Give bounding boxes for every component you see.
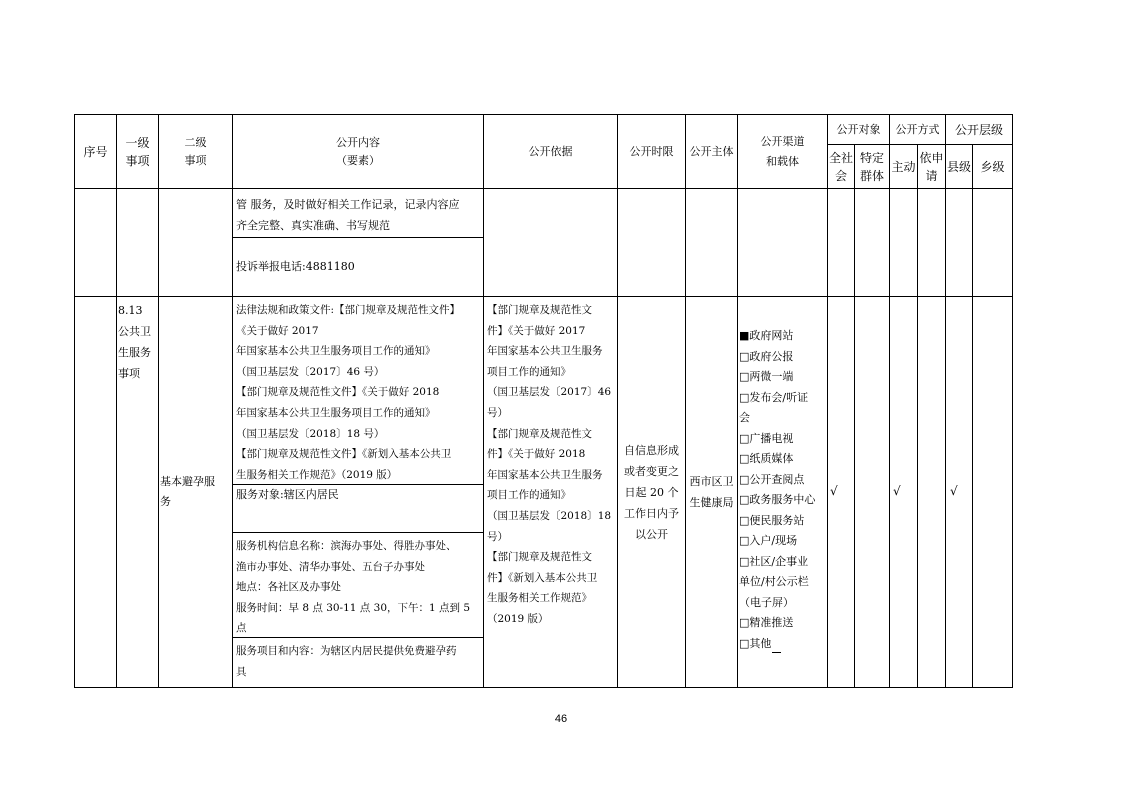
header-seq: 序号 bbox=[83, 144, 108, 159]
header-method-active: 主动 bbox=[891, 159, 916, 174]
header-method-apply: 依申 请 bbox=[919, 150, 944, 183]
channels-list: ■政府网站 □政府公报 □两微一端 □发布会/听证 会 □广播电视 □纸质媒体 □公开查阅点 □政务服务中心 □便民服务站 □入户/现场 □社区/企事业 单位/村公示栏 （电子屏） □精准推送 □其他 bbox=[739, 329, 816, 650]
content-service-org: 服务机构信息名称：滨海办事处、得胜办事处、 渔市办事处、清华办事处、五台子办事处 地点：各社区及办事处 服务时间：早 8 点 30-11 点 30，下午：1 点到 5 点 bbox=[236, 540, 471, 634]
header-target: 公开对象 bbox=[836, 122, 881, 136]
header-channels: 公开渠道 和载体 bbox=[760, 134, 805, 168]
item-level2: 基本避孕服 务 bbox=[160, 475, 215, 508]
table-border-bottom bbox=[74, 687, 1013, 688]
subject-text: 西市区卫 生健康局 bbox=[689, 475, 734, 509]
col-rule bbox=[917, 144, 918, 688]
content-service-object: 服务对象:辖区内居民 bbox=[236, 488, 339, 501]
page-number: 46 bbox=[554, 713, 568, 725]
time-limit-text: 自信息形成 或者变更之 日起 20 个 工作日内予 以公开 bbox=[624, 443, 679, 541]
header-target-specific: 特定 群体 bbox=[859, 150, 884, 183]
header-level-county: 县级 bbox=[946, 159, 971, 174]
header-content: 公开内容 （要素） bbox=[336, 135, 380, 167]
content-rule bbox=[232, 237, 483, 238]
other-underline bbox=[772, 652, 781, 653]
mark-target-all: √ bbox=[830, 484, 838, 498]
header-level: 公开层级 bbox=[954, 122, 1003, 137]
content-law: 法律法规和政策文件:【部门规章及规范性文件】 《关于做好 2017 年国家基本公共卫生服务项目工作的通知》 （国卫基层发〔2017〕46 号） 【部门规章及规范性文件】《关于做好 2018 年国家基本公共卫生服务项目工作的通知》 （国卫基层发〔2018〕18 号） 【部门规章及规范性文件】《新划入基本公共卫 生服务相关工作规范》（2019 版） bbox=[236, 304, 461, 481]
header-level1: 一级 事项 bbox=[125, 135, 150, 168]
header-level-town: 乡级 bbox=[980, 159, 1005, 174]
item-level1: 8.13 公共卫 生服务 事项 bbox=[118, 304, 151, 380]
content-rule bbox=[232, 637, 483, 638]
col-rule bbox=[854, 144, 855, 688]
table-border-right bbox=[1012, 114, 1013, 688]
content-rule bbox=[232, 532, 483, 533]
col-rule bbox=[737, 114, 738, 688]
header-subject: 公开主体 bbox=[689, 144, 734, 158]
header-basis: 公开依据 bbox=[528, 144, 573, 158]
header-time-limit: 公开时限 bbox=[629, 144, 674, 158]
basis-text: 【部门规章及规范性文 件】《关于做好 2017 年国家基本公共卫生服务 项目工作的通知》 （国卫基层发〔2017〕46 号） 【部门规章及规范性文 件】《关于做好 2018 年国家基本公共卫生服务 项目工作的通知》 （国卫基层发〔2018〕18 号） 【部门规章及规范性文 件】《新划入基本公共卫 生服务相关工作规范》 （2019 版） bbox=[487, 304, 612, 625]
mark-level-county: √ bbox=[950, 484, 958, 498]
header-method: 公开方式 bbox=[895, 122, 940, 136]
content-continued: 管 服务，及时做好相关工作记录，记录内容应 齐全完整、真实准确、书写规范 bbox=[236, 198, 460, 232]
table-border-left bbox=[74, 114, 75, 688]
header-level2: 二级 事项 bbox=[184, 135, 207, 167]
col-rule bbox=[889, 114, 890, 688]
col-rule bbox=[158, 114, 159, 688]
col-rule bbox=[945, 114, 946, 688]
content-complaint-phone: 投诉举报电话:4881180 bbox=[236, 260, 355, 273]
col-rule bbox=[972, 144, 973, 688]
col-rule bbox=[827, 114, 828, 688]
mark-method-active: √ bbox=[893, 484, 901, 498]
content-service-items: 服务项目和内容：为辖区内居民提供免费避孕药 具 bbox=[236, 645, 457, 678]
disclosure-table bbox=[74, 114, 1013, 688]
col-rule bbox=[116, 114, 117, 688]
header-target-all: 全社 会 bbox=[828, 150, 853, 183]
row-rule bbox=[74, 296, 1013, 297]
header-rule bbox=[74, 188, 1013, 189]
